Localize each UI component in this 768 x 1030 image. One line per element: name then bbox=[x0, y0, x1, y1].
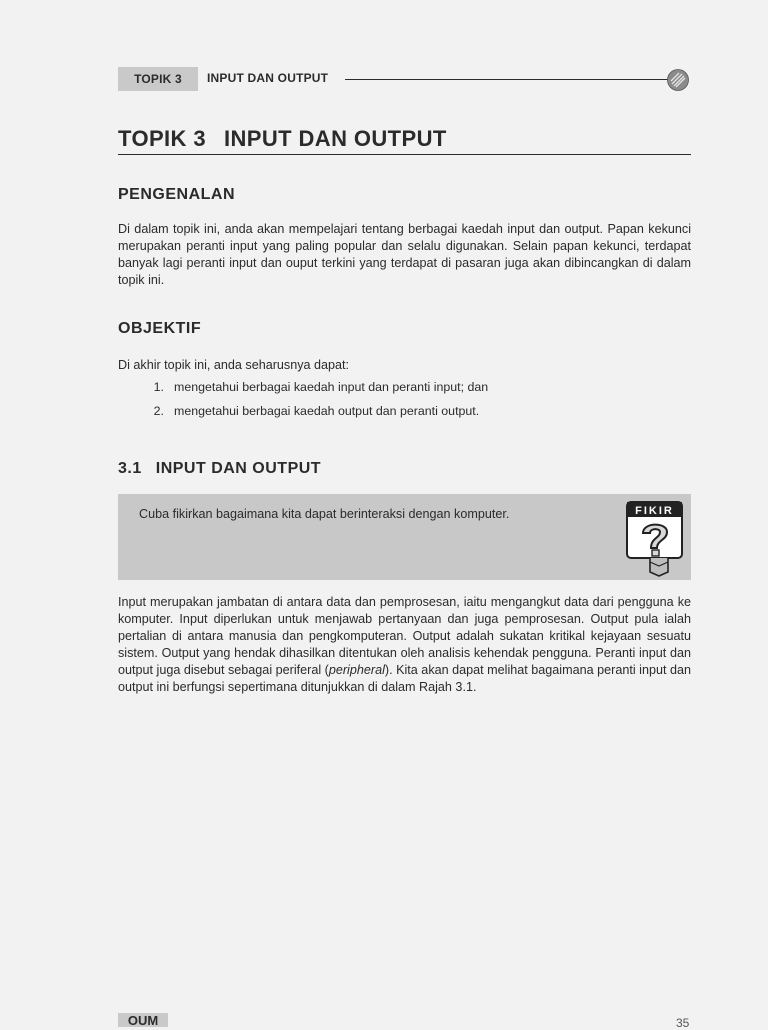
list-item-number: 2. bbox=[153, 404, 164, 418]
pengenalan-heading: PENGENALAN bbox=[118, 186, 236, 203]
section-number: 3.1 bbox=[118, 460, 142, 477]
term-peripheral: peripheral bbox=[328, 663, 385, 677]
topic-number: TOPIK 3 bbox=[118, 126, 206, 151]
pengenalan-body: Di dalam topik ini, anda akan mempelajari tentang berbagai kaedah input dan output. Papan kekunci merupakan peranti input yang paling popular dan selalu digunakan. Selain papan kekunci, terdapat banyak lagi peranti input dan ouput terkini yang terdapat di pasaran juga akan dibincangkan di dalam topik ini. bbox=[118, 222, 691, 287]
publisher-logo: OUM bbox=[118, 1013, 168, 1027]
list-item bbox=[118, 380, 488, 404]
section-3-1-heading bbox=[118, 460, 321, 478]
disc-logo-icon bbox=[667, 69, 689, 91]
fikir-callout bbox=[118, 494, 691, 580]
body-text-before-term: Input merupakan jambatan di antara data dan pemprosesan, iaitu mengangkut data dari pengguna ke komputer. Input diperlukan untuk menjawab pertanyaan dan juga pemprosesan. Output pula ialah pertalian di antara manusia dan pengkomputeran. Output adalah sukatan kritikal kejayaan sesuatu sistem. Output yang hendak dihasilkan ditentukan oleh analisis kehendak pengguna. Peranti input dan output juga disebut sebagai periferal ( bbox=[118, 595, 691, 677]
objektif-intro: Di akhir topik ini, anda seharusnya dapat: bbox=[118, 358, 350, 372]
page-number: 35 bbox=[676, 1016, 690, 1030]
section-title: INPUT DAN OUTPUT bbox=[155, 460, 322, 477]
list-item bbox=[118, 404, 488, 428]
question-mark-think-icon bbox=[626, 500, 684, 578]
objektif-heading: OBJEKTIF bbox=[118, 320, 202, 337]
objective-list bbox=[118, 380, 488, 428]
list-item-number: 1. bbox=[153, 380, 164, 394]
topic-title-text: INPUT DAN OUTPUT bbox=[223, 126, 447, 151]
running-header-title: INPUT DAN OUTPUT bbox=[207, 71, 329, 85]
running-header-rule bbox=[345, 79, 671, 80]
topic-title bbox=[118, 126, 691, 155]
running-header-tag: TOPIK 3 bbox=[118, 67, 198, 91]
running-header bbox=[118, 67, 691, 91]
fikir-text: Cuba fikirkan bagaimana kita dapat berinteraksi dengan komputer. bbox=[139, 507, 510, 521]
list-item-text: mengetahui berbagai kaedah input dan peranti input; dan bbox=[174, 380, 489, 394]
body-text-after-term: ). Kita akan dapat melihat bagaimana peranti input dan output ini berfungsi sepertimana ditunjukkan di dalam Rajah 3.1. bbox=[118, 663, 691, 694]
list-item-text: mengetahui berbagai kaedah output dan peranti output. bbox=[174, 404, 480, 418]
section-3-1-body bbox=[118, 594, 691, 696]
fikir-icon-label: FIKIR bbox=[635, 505, 674, 517]
